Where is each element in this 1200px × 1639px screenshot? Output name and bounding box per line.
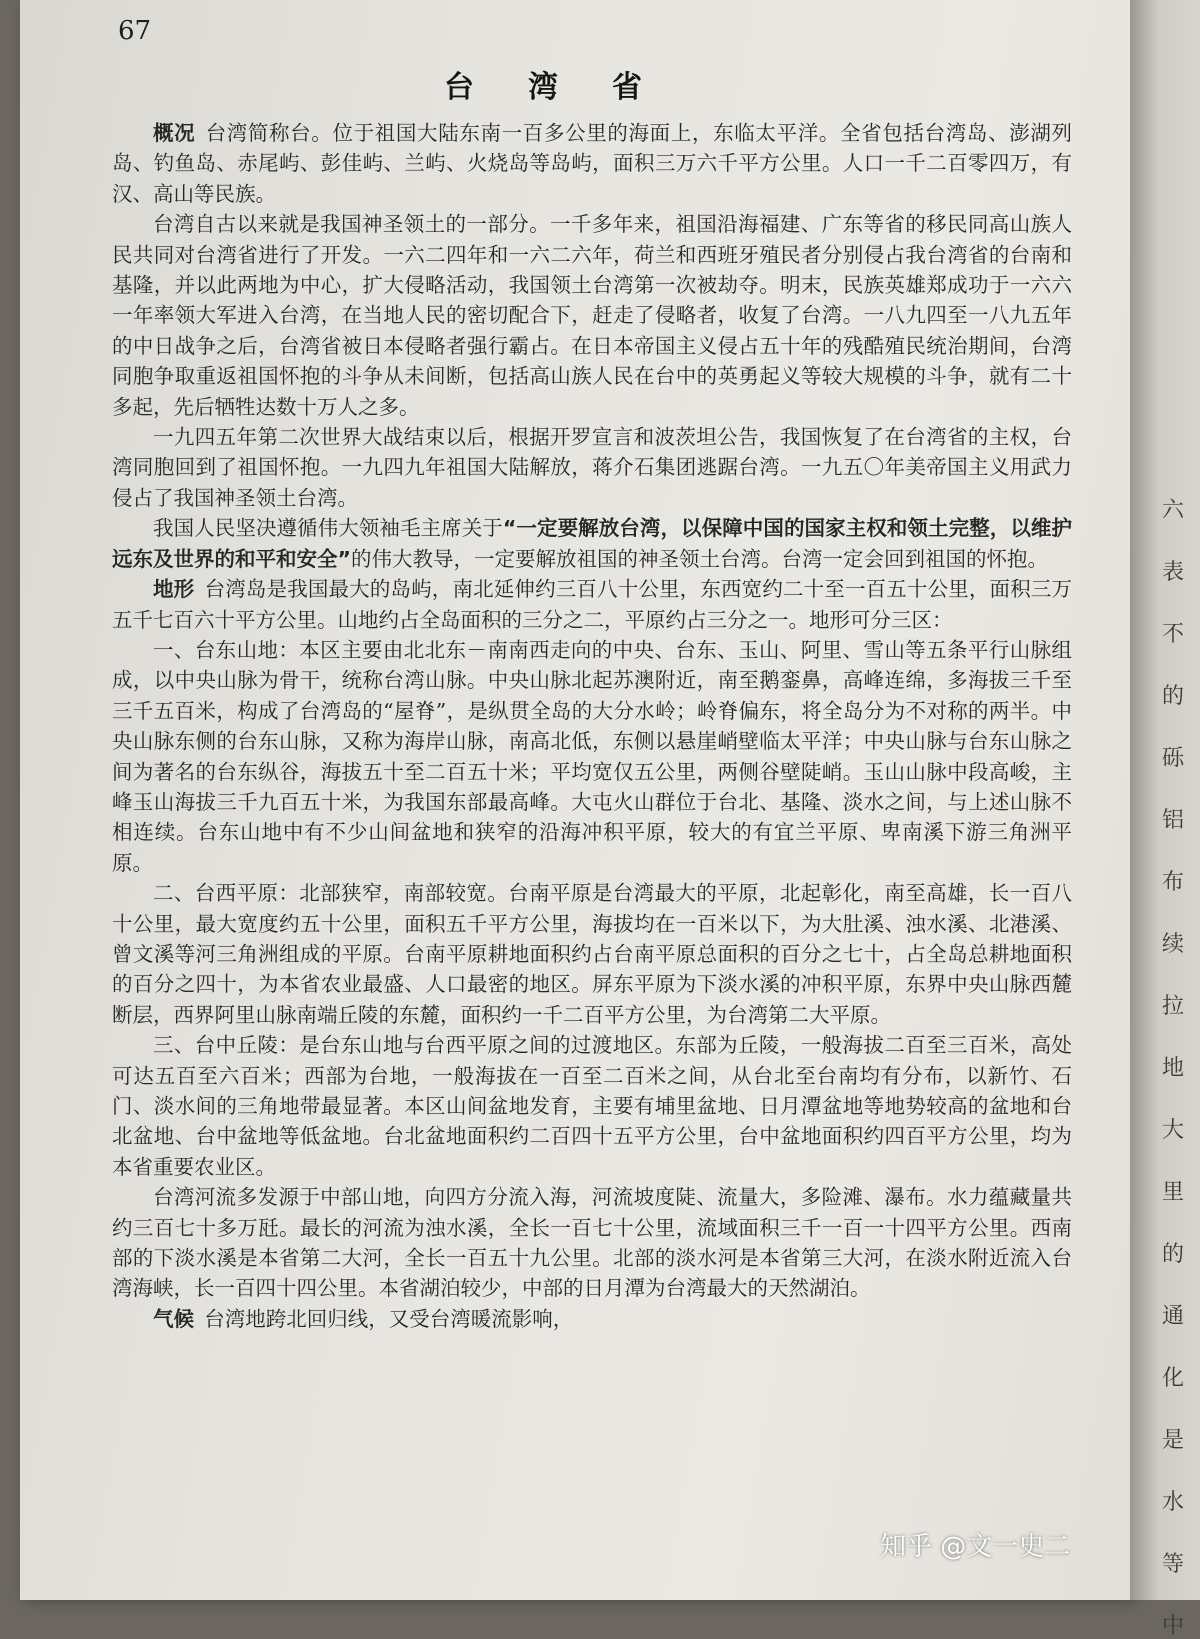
paragraph-east-mountains: 一、台东山地：本区主要由北北东－南南西走向的中央、台东、玉山、阿里、雪山等五条平行山脉组成，以中央山脉为骨干，统称台湾山脉。中央山脉北起苏澳附近，南至鹅銮鼻，高峰连绵，多海拔三千至三千五百米，构成了台湾岛的“屋脊”，是纵贯全岛的大分水岭；岭脊偏东，将全岛分为不对称的两半。中央山脉东侧的台东山脉，又称为海岸山脉，南高北低，东侧以悬崖峭壁临太平洋；中央山脉与台东山脉之间为著名的台东纵谷，海拔五十至二百五十米；平均宽仅五公里，两侧谷壁陡峭。玉山山脉中段高峻，主峰玉山海拔三千九百五十米，为我国东部最高峰。大屯火山群位于台北、基隆、淡水之间，与上述山脉不相连续。台东山地中有不少山间盆地和狭窄的沿海冲积平原，较大的有宜兰平原、卑南溪下游三角洲平原。 [112, 637, 1072, 875]
adjacent-page-glyph: 铝 [1162, 808, 1185, 833]
adjacent-page-glyph: 中 [1162, 1614, 1185, 1639]
section-head-terrain: 地形 [153, 577, 195, 602]
adjacent-page-glyph: 表 [1162, 560, 1185, 585]
page-number: 67 [118, 16, 152, 46]
adjacent-page-glyph: 续 [1162, 932, 1185, 957]
paragraph-west-plain: 二、台西平原：北部狭窄，南部较宽。台南平原是台湾最大的平原，北起彰化，南至高雄，长一百八十公里，最大宽度约五十公里，面积五千平方公里，海拔均在一百米以下，为大肚溪、浊水溪、北港溪、曾文溪等河三角洲组成的平原。台南平原耕地面积约占台南平原总面积的百分之七十，占全岛总耕地面积的百分之四十，为本省农业最盛、人口最密的地区。屏东平原为下淡水溪的冲积平原，东界中央山脉西麓断层，西界阿里山脉南端丘陵的东麓，面积约一千二百平方公里，为台湾第二大平原。 [112, 881, 1072, 1027]
section-head-overview: 概况 [153, 121, 196, 145]
adjacent-page-glyph: 的 [1162, 684, 1185, 709]
adjacent-page-glyph: 是 [1162, 1428, 1185, 1453]
adjacent-page-glyph: 地 [1162, 1056, 1185, 1081]
paragraph-terrain: 地形 台湾岛是我国最大的岛屿，南北延伸约三百八十公里，东西宽约二十至一百五十公里，面积三万五千七百六十平方公里。山地约占全岛面积的三分之二，平原约占三分之一。地形可分三区： [112, 577, 1073, 632]
adjacent-page-glyph: 拉 [1162, 994, 1185, 1019]
page-title: 台湾省 [444, 70, 696, 105]
adjacent-page-edge [1130, 0, 1200, 1639]
article-body [112, 118, 1072, 1334]
adjacent-page-glyph: 水 [1162, 1490, 1185, 1515]
section-head-climate: 气候 [153, 1306, 194, 1331]
paragraph-history: 台湾自古以来就是我国神圣领土的一部分。一千多年来，祖国沿海福建、广东等省的移民同高山族人民共同对台湾省进行了开发。一六二四年和一六二六年，荷兰和西班牙殖民者分别侵占我台湾省的台南和基隆，并以此两地为中心，扩大侵略活动，我国领土台湾第一次被劫夺。明末，民族英雄郑成功于一六六一年率领大军进入台湾，在当地人民的密切配合下，赶走了侵略者，收复了台湾。一八九四至一八九五年的中日战争之后，台湾省被日本侵略者强行霸占。在日本帝国主义侵占五十年的残酷殖民统治期间，台湾同胞争取重返祖国怀抱的斗争从未间断，包括高山族人民在台中的英勇起义等较大规模的斗争，就有二十多起，先后牺牲达数十万人之多。 [112, 212, 1072, 419]
adjacent-page-glyph: 砾 [1162, 746, 1185, 771]
paragraph-overview: 概况 台湾简称台。位于祖国大陆东南一百多公里的海面上，东临太平洋。全省包括台湾岛、澎湖列岛、钓鱼岛、赤尾屿、彭佳屿、兰屿、火烧岛等岛屿，面积三万六千平方公里。人口一千二百零四万，有汉、高山等民族。 [112, 121, 1073, 206]
adjacent-page-glyph: 化 [1162, 1366, 1185, 1391]
paragraph-climate: 气候 台湾地跨北回归线，又受台湾暖流影响， [153, 1306, 574, 1331]
adjacent-page-glyph: 不 [1162, 622, 1185, 647]
adjacent-page-glyph: 通 [1162, 1304, 1185, 1329]
adjacent-page-glyph: 的 [1162, 1242, 1185, 1267]
watermark-text: 知乎 @文一史二 [880, 1532, 1071, 1562]
book-page [20, 0, 1130, 1600]
adjacent-page-glyph: 六 [1162, 498, 1185, 523]
paragraph-quote: 我国人民坚决遵循伟大领袖毛主席关于“一定要解放台湾，以保障中国的国家主权和领土完整，以维护远东及世界的和平和安全”的伟大教导，一定要解放祖国的神圣领土台湾。台湾一定会回到祖国的怀抱。 [112, 516, 1072, 571]
adjacent-page-glyph: 大 [1162, 1118, 1185, 1143]
paragraph-rivers: 台湾河流多发源于中部山地，向四方分流入海，河流坡度陡、流量大，多险滩、瀑布。水力蕴藏量共约三百七十多万瓩。最长的河流为浊水溪，全长一百七十公里，流域面积三千一百一十四平方公里。西南部的下淡水溪是本省第二大河，全长一百五十九公里。北部的淡水河是本省第三大河，在淡水附近流入台湾海峡，长一百四十四公里。本省湖泊较少，中部的日月潭为台湾最大的天然湖泊。 [112, 1185, 1072, 1301]
paragraph-central-hills: 三、台中丘陵：是台东山地与台西平原之间的过渡地区。东部为丘陵，一般海拔二百至三百米，高处可达五百至六百米；西部为台地，一般海拔在一百至二百米之间，从台北至台南均有分布，以新竹、石门、淡水间的三角地带最显著。本区山间盆地发育，主要有埔里盆地、日月潭盆地等地势较高的盆地和台北盆地、台中盆地等低盆地。台北盆地面积约二百四十五平方公里，台中盆地面积约四百平方公里，均为本省重要农业区。 [112, 1033, 1072, 1179]
paragraph-postwar: 一九四五年第二次世界大战结束以后，根据开罗宣言和波茨坦公告，我国恢复了在台湾省的主权，台湾同胞回到了祖国怀抱。一九四九年祖国大陆解放，蒋介石集团逃踞台湾。一九五〇年美帝国主义用武力侵占了我国神圣领土台湾。 [112, 425, 1072, 510]
adjacent-page-glyph: 等 [1162, 1552, 1185, 1577]
adjacent-page-glyph: 布 [1162, 870, 1185, 895]
bold-quote: “一定要解放台湾，以保障中国的国家主权和领土完整，以维护远东及世界的和平和安全” [112, 516, 1072, 571]
adjacent-page-glyph: 里 [1162, 1180, 1185, 1205]
